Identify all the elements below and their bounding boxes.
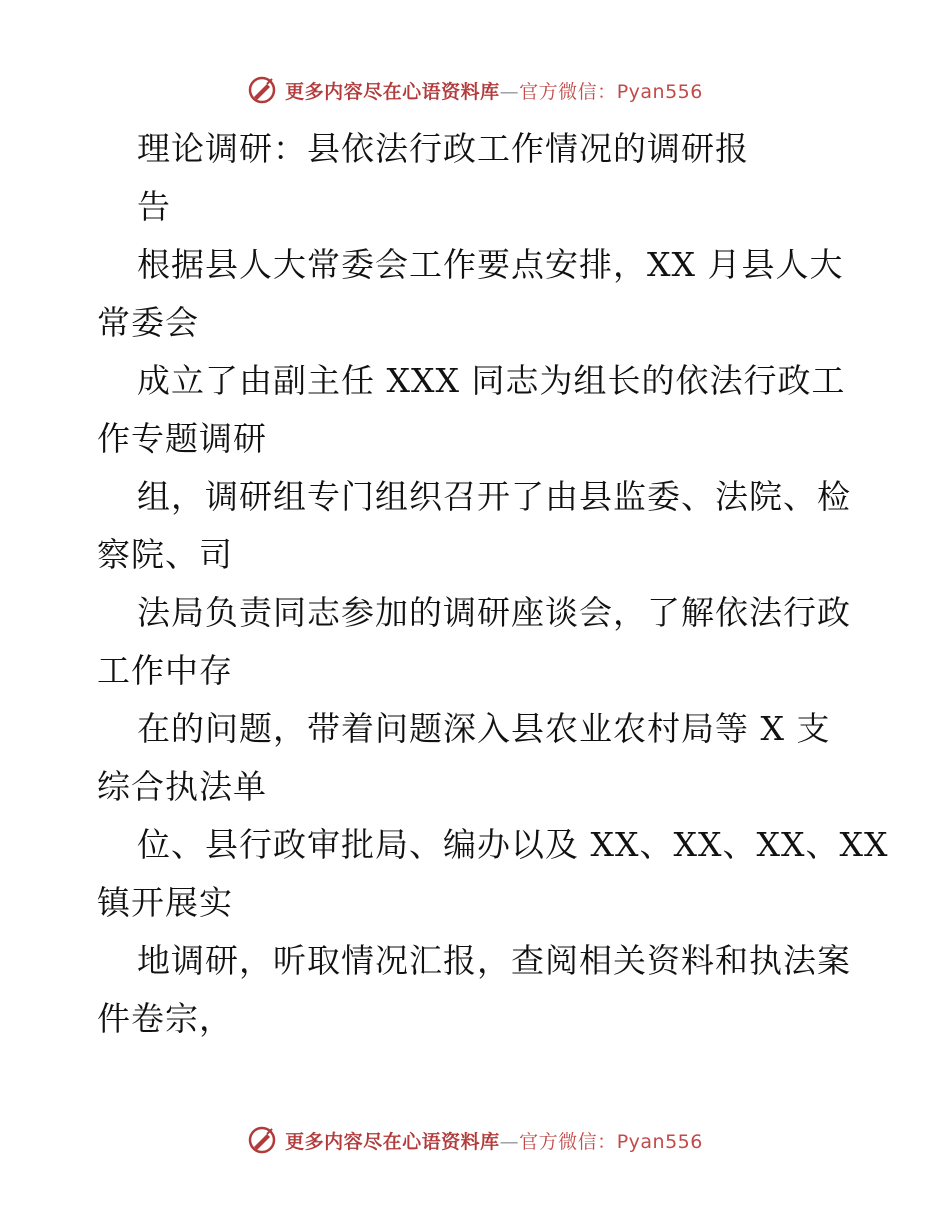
paragraph-line: 根据县人大常委会工作要点安排，XX 月县人大: [137, 245, 844, 284]
header-banner-separator: —: [499, 80, 520, 103]
paragraph-line-continuation: 工作中存: [97, 651, 233, 690]
document-body: [97, 120, 889, 1048]
footer-watermark-banner: [0, 1120, 950, 1160]
paragraph-line: 组，调研组专门组织召开了由县监委、法院、检: [137, 477, 851, 516]
quill-logo-icon: [247, 1125, 277, 1155]
header-banner-label: 官方微信：: [519, 80, 617, 103]
paragraph-line-continuation: 综合执法单: [97, 767, 267, 806]
header-banner-text: [285, 77, 703, 104]
paragraph-line: 法局负责同志参加的调研座谈会，了解依法行政: [137, 593, 851, 632]
paragraph-line-continuation: 件卷宗，: [97, 999, 233, 1038]
document-paragraph: [97, 468, 857, 584]
footer-banner-brand: 更多内容尽在心语资料库: [285, 1130, 500, 1153]
document-paragraph: [97, 700, 857, 816]
header-banner-brand: 更多内容尽在心语资料库: [285, 80, 500, 103]
paragraph-line-continuation: 告: [137, 187, 171, 226]
document-paragraph: [97, 816, 889, 932]
document-paragraph: [97, 120, 857, 236]
header-watermark-banner: [0, 70, 950, 110]
footer-banner-text: [285, 1127, 703, 1154]
footer-banner-label: 官方微信：: [519, 1130, 617, 1153]
paragraph-line-continuation: 常委会: [97, 303, 199, 342]
paragraph-line: 在的问题，带着问题深入县农业农村局等 X 支: [137, 709, 831, 748]
paragraph-line: 位、县行政审批局、编办以及 XX、XX、XX、XX: [137, 825, 889, 864]
paragraph-line-continuation: 察院、司: [97, 535, 233, 574]
footer-banner-handle: Pyan556: [616, 1130, 703, 1153]
header-banner-handle: Pyan556: [616, 80, 703, 103]
document-paragraph: [97, 352, 857, 468]
document-paragraph: [97, 932, 857, 1048]
paragraph-line: 理论调研：县依法行政工作情况的调研报: [137, 129, 749, 168]
paragraph-line-continuation: 镇开展实: [97, 883, 233, 922]
document-paragraph: [97, 584, 857, 700]
paragraph-line: 成立了由副主任 XXX 同志为组长的依法行政工: [137, 361, 846, 400]
document-paragraph: [97, 236, 857, 352]
quill-logo-icon: [247, 75, 277, 105]
paragraph-line-continuation: 作专题调研: [97, 419, 267, 458]
paragraph-line: 地调研，听取情况汇报，查阅相关资料和执法案: [137, 941, 851, 980]
footer-banner-separator: —: [499, 1130, 520, 1153]
